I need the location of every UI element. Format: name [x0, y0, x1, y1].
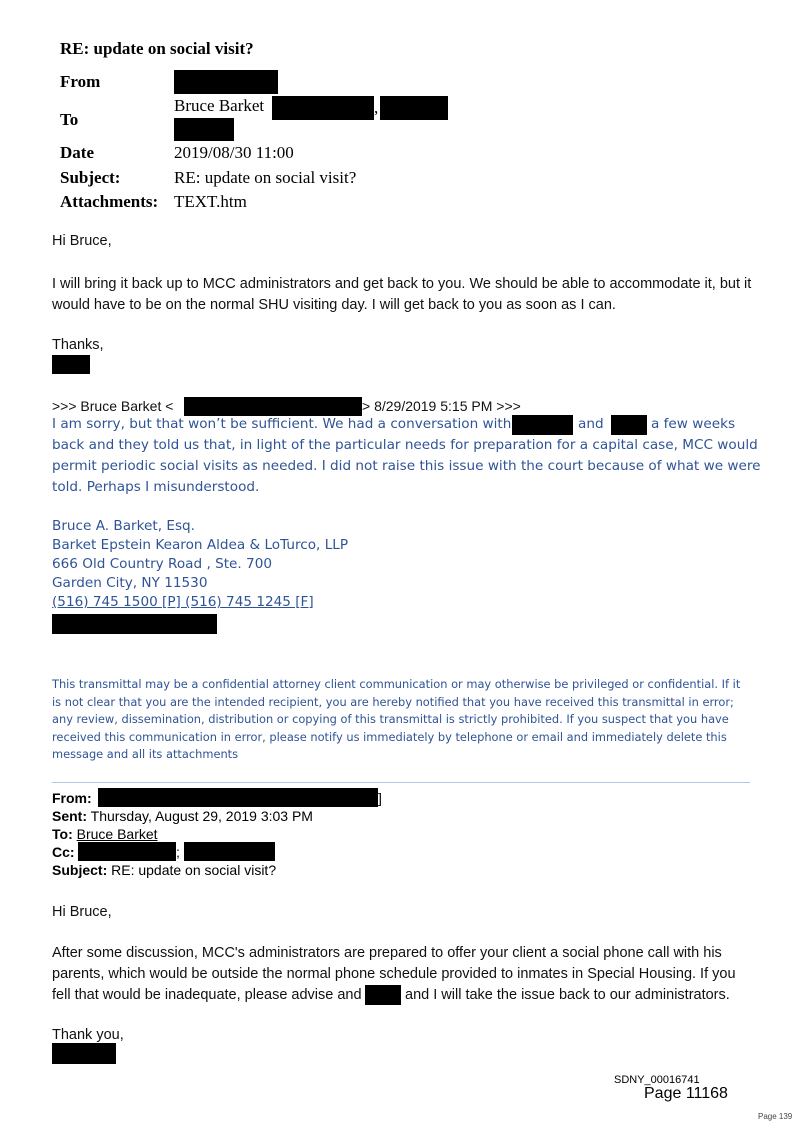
email-title: RE: update on social visit?	[60, 39, 254, 58]
attachments-link[interactable]: TEXT.htm	[174, 192, 247, 211]
reply-greeting: Hi Bruce,	[52, 233, 112, 249]
page-number: Page 11168	[644, 1085, 728, 1102]
divider	[52, 782, 750, 783]
fwd-sent-row	[52, 808, 313, 825]
reply-body: I will bring it back up to MCC administrators and get back to you. We should be able to accommodate it, but it would have to be on the normal SHU visiting day. I will get back to you as soon as I can.	[52, 276, 752, 313]
fwd-from-label: From:	[52, 790, 92, 806]
to-label: To	[60, 110, 79, 129]
subject-value: RE: update on social visit?	[174, 168, 357, 187]
fwd-subject-label: Subject:	[52, 862, 108, 878]
redaction-box	[380, 96, 448, 120]
redaction-box	[184, 842, 275, 861]
fwd-sent-label: Sent:	[52, 808, 87, 824]
fwd-line-3b: and I will take the issue back to our administrators.	[405, 987, 730, 1003]
fwd-cc-label: Cc:	[52, 844, 75, 860]
redaction-box	[272, 96, 374, 120]
redaction-box	[611, 415, 647, 435]
quoted-line-2: back and they told us that, in light of the particular needs for preparation for a capital case, MCC would	[52, 437, 758, 453]
quoted-intro-prefix: >>> Bruce Barket <	[52, 398, 174, 414]
attachments-label: Attachments:	[60, 192, 159, 211]
subject-label: Subject:	[60, 168, 121, 187]
date-value: 2019/08/30 11:00	[174, 143, 294, 162]
quoted-line-1c: a few weeks	[651, 416, 736, 432]
confidentiality-disclaimer: This transmittal may be a confidential attorney client communication or may otherwise be privileged or confidential. If it is not clear that you are the intended recipient, you are hereby notified that you have received this transmittal in error; any review, dissemination, distribution or copying of this transmittal is strictly prohibited. If you suspect that you have received this communication in error, please notify us immediately by telephone or email and immediately delete this message and all its attachments	[52, 677, 741, 761]
quoted-intro-suffix: > 8/29/2019 5:15 PM >>>	[362, 398, 521, 414]
quoted-line-3: permit periodic social visits as needed. I did not raise this issue with the court because of what we were	[52, 458, 761, 474]
to-value: Bruce Barket	[174, 96, 265, 115]
page-number-small: Page 139	[758, 1112, 793, 1121]
fwd-to-value[interactable]: Bruce Barket	[76, 826, 158, 842]
fwd-cc-row	[52, 844, 75, 861]
redaction-box	[512, 415, 573, 435]
fwd-greeting: Hi Bruce,	[52, 904, 112, 920]
redaction-box	[52, 355, 90, 374]
fwd-to-row	[52, 826, 158, 843]
signature-address: 666 Old Country Road , Ste. 700	[52, 556, 273, 572]
bates-number: SDNY_00016741	[614, 1074, 700, 1086]
date-label: Date	[60, 143, 94, 162]
fwd-line-2: parents, which would be outside the normal phone schedule provided to inmates in Special Housing. If you	[52, 966, 736, 982]
signature-city: Garden City, NY 11530	[52, 575, 208, 591]
redaction-box	[174, 118, 234, 141]
quoted-line-4: told. Perhaps I misunderstood.	[52, 479, 260, 495]
fwd-sent-value: Thursday, August 29, 2019 3:03 PM	[87, 808, 313, 824]
fwd-line-3a: fell that would be inadequate, please advise and	[52, 987, 362, 1003]
to-separator: ,	[374, 98, 379, 117]
email-header	[60, 38, 379, 211]
fwd-from-suffix: ]	[378, 790, 382, 806]
redaction-box	[52, 1043, 116, 1064]
redaction-box	[78, 842, 176, 861]
quoted-line-1b: and	[578, 416, 604, 432]
reply-signoff: Thanks,	[52, 337, 104, 353]
fwd-cc-sep: ;	[176, 844, 180, 860]
signature-name: Bruce A. Barket, Esq.	[52, 518, 195, 534]
redaction-box	[365, 985, 401, 1005]
redaction-box	[174, 70, 278, 94]
fwd-signoff: Thank you,	[52, 1027, 124, 1043]
quoted-line-1a: I am sorry, but that won’t be sufficient. We had a conversation with	[52, 416, 512, 432]
redaction-box	[98, 788, 378, 807]
fwd-to-label: To:	[52, 826, 73, 842]
redaction-box	[184, 397, 362, 416]
from-label: From	[60, 72, 101, 91]
signature-phone[interactable]: (516) 745 1500 [P] (516) 745 1245 [F]	[52, 594, 314, 610]
fwd-subject-row	[52, 862, 276, 879]
redaction-box	[52, 614, 217, 634]
fwd-line-1: After some discussion, MCC's administrators are prepared to offer your client a social phone call with his	[52, 945, 722, 961]
fwd-from-row	[52, 790, 92, 807]
signature-firm: Barket Epstein Kearon Aldea & LoTurco, LLP	[52, 537, 349, 553]
fwd-subject-value: RE: update on social visit?	[107, 862, 277, 878]
signature-block	[52, 517, 348, 612]
